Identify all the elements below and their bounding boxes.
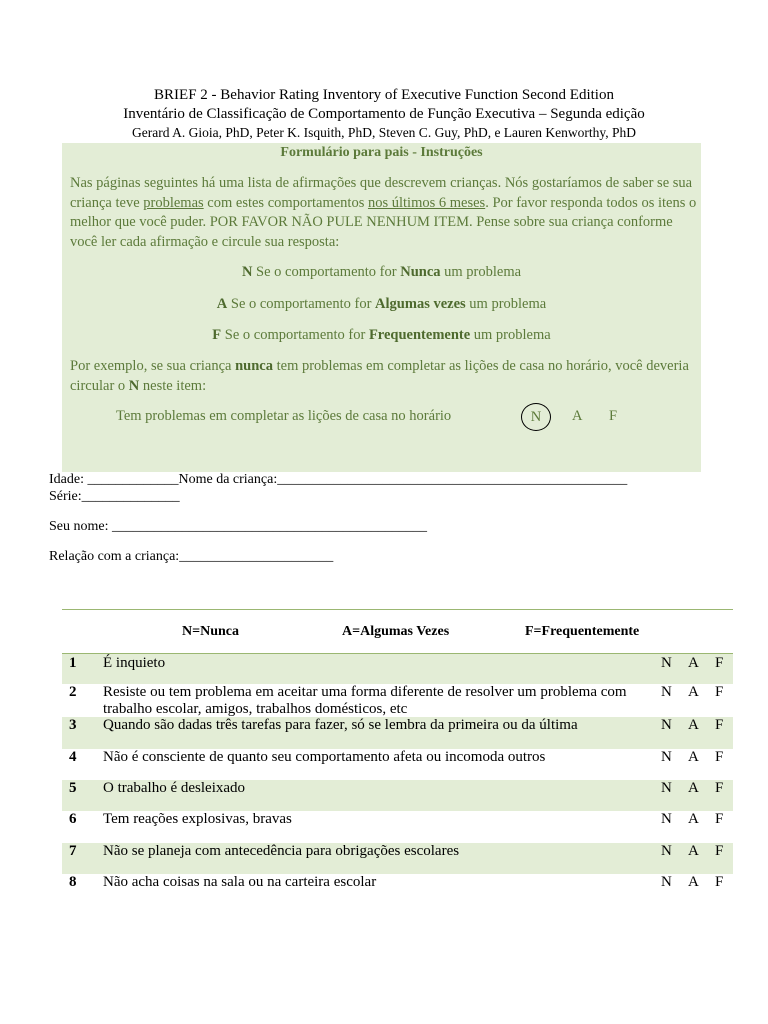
answer-a[interactable]: A [688,811,699,827]
item-row [62,684,733,717]
example-text: neste item: [139,377,207,394]
item-number: 1 [69,655,77,671]
answer-f[interactable]: F [715,717,724,733]
item-number: 6 [69,811,77,827]
instructions-text: . Por favor responda todos os itens o melhor que você puder. POR FAVOR NÃO PULE NENHUM ITEM. Pense sobre sua criança conforme você ler cada afirmação e circule sua resposta: [70,194,697,250]
example-paragraph [70,357,698,396]
option-frequentemente [62,327,701,344]
item-text: É inquieto [103,655,166,671]
item-number: 5 [69,780,77,796]
item-number: 3 [69,717,77,733]
instructions-box [62,143,701,472]
legend-frequentemente: F=Frequentemente [525,624,640,639]
item-text: Não se planeja com antecedência para obrigações escolares [103,843,460,859]
item-text: Tem reações explosivas, bravas [103,811,292,827]
answer-a[interactable]: A [688,843,699,859]
option-word: Nunca [400,264,441,280]
option-text: Se o comportamento for [221,327,369,343]
example-bold-nunca: nunca [235,358,273,374]
answer-n[interactable]: N [661,655,672,671]
item-row [62,780,733,811]
answer-f[interactable]: F [715,843,724,859]
item-row [62,654,733,684]
option-word: Algumas vezes [375,296,466,312]
option-letter: A [216,296,228,312]
answer-n[interactable]: N [661,717,672,733]
answer-a[interactable]: A [688,749,699,765]
answer-f[interactable]: F [715,811,724,827]
example-bold-n: N [128,377,140,394]
answer-n[interactable]: N [661,874,672,890]
option-text: Se o comportamento for [252,264,401,280]
item-number: 7 [69,843,77,859]
instructions-text: Nas páginas seguintes há uma lista de afirmações que descrevem crianças. Nós gostaríamos de saber se sua criança teve [70,175,693,211]
answer-a[interactable]: A [688,684,699,700]
title-english: BRIEF 2 - Behavior Rating Inventory of Executive Function Second Edition [154,87,614,103]
example-circled-n: N [521,403,551,431]
item-text: Não acha coisas na sala ou na carteira escolar [103,874,377,890]
instructions-underline-period: nos últimos 6 meses [367,194,486,211]
item-row [62,717,733,749]
legend-algumas-vezes: A=Algumas Vezes [342,624,450,639]
answer-n[interactable]: N [661,780,672,796]
option-letter: F [212,327,222,343]
item-row [62,749,733,780]
item-text: Quando são dadas três tarefas para fazer, só se lembra da primeira ou da última [103,717,578,733]
title-portuguese: Inventário de Classificação de Comportamento de Função Executiva – Segunda edição [123,106,645,122]
option-algumas-vezes [62,296,701,313]
option-letter: N [241,264,253,280]
item-text: Resiste ou tem problema em aceitar uma forma diferente de resolver um problema com trabalho escolar, amigos, trabalhos domésticos, etc [103,684,627,717]
option-text: um problema [470,327,551,343]
option-nunca [62,264,701,281]
answer-a[interactable]: A [688,874,699,890]
legend-nunca: N=Nunca [182,624,239,639]
example-item-text: Tem problemas em completar as lições de casa no horário [116,408,452,424]
answer-n[interactable]: N [661,684,672,700]
example-option-a: A [572,408,583,424]
divider [62,609,733,610]
item-number: 8 [69,874,77,890]
item-row [62,811,733,843]
instructions-paragraph [70,174,698,252]
answer-n[interactable]: N [661,811,672,827]
item-number: 2 [69,684,77,700]
answer-a[interactable]: A [688,717,699,733]
instructions-underline-problems: problemas [143,194,204,211]
option-text: um problema [440,264,522,280]
option-text: Se o comportamento for [227,296,376,312]
answer-f[interactable]: F [715,874,724,890]
answer-n[interactable]: N [661,843,672,859]
authors-line: Gerard A. Gioia, PhD, Peter K. Isquith, PhD, Steven C. Guy, PhD, e Lauren Kenworthy, PhD [131,125,637,140]
answer-f[interactable]: F [715,749,724,765]
item-row [62,874,733,905]
example-option-f: F [609,408,618,424]
your-name-field[interactable]: Seu nome: _____________________________________________ [49,519,427,534]
grade-field[interactable]: Série:______________ [49,489,180,504]
example-text: Por exemplo, se sua criança [70,358,236,374]
relation-field[interactable]: Relação com a criança:______________________ [49,549,334,564]
item-row [62,843,733,874]
answer-n[interactable]: N [661,749,672,765]
item-text: O trabalho é desleixado [103,780,246,796]
option-text: um problema [465,296,547,312]
answer-f[interactable]: F [715,684,724,700]
item-number: 4 [69,749,77,765]
age-name-field[interactable]: Idade: _____________Nome da criança:__________________________________________________ [49,472,628,487]
option-word: Frequentemente [368,327,471,343]
answer-a[interactable]: A [688,780,699,796]
answer-f[interactable]: F [715,780,724,796]
instructions-title: Formulário para pais - Instruções [280,145,483,160]
answer-f[interactable]: F [715,655,724,671]
answer-a[interactable]: A [688,655,699,671]
example-text: tem problemas em completar as lições de casa no horário, você deveria circular o [70,358,689,394]
instructions-text: com estes comportamentos [203,194,368,211]
item-text: Não é consciente de quanto seu comportamento afeta ou incomoda outros [103,749,546,765]
